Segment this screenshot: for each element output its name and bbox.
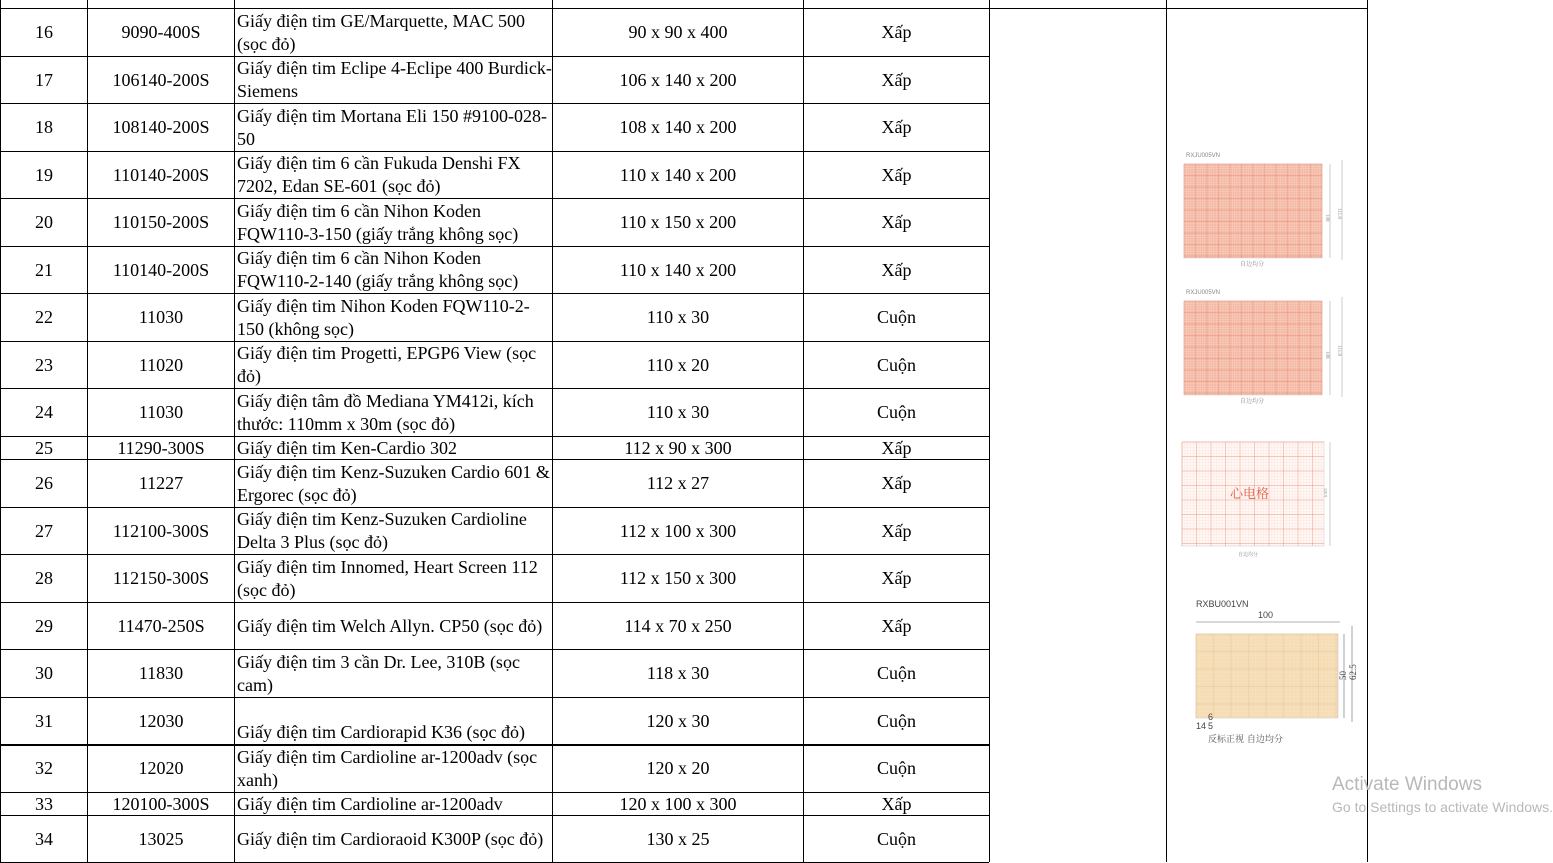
- sample-4-h2: 62.5: [1348, 664, 1358, 680]
- activate-windows-title: Activate Windows: [1332, 774, 1482, 795]
- product-size: 112 x 150 x 300: [619, 568, 737, 588]
- product-name-text: Giấy điện tim 6 cần Nihon Koden FQW110-3-150 (giấy trắng không sọc): [237, 200, 519, 244]
- product-name: [235, 389, 552, 436]
- sample-1-dim: 111.8: [1336, 208, 1341, 219]
- sample-4-code: RXBU001VN: [1196, 599, 1249, 609]
- product-code: 112150-300S: [112, 568, 210, 588]
- product-size: 110 x 30: [646, 402, 710, 422]
- product-name: [235, 555, 552, 602]
- product-unit: Cuộn: [876, 307, 916, 327]
- product-name: [235, 294, 552, 341]
- sample-4-left-c: 6: [1208, 712, 1214, 722]
- product-name: [235, 816, 552, 862]
- product-size: 112 x 90 x 300: [624, 437, 732, 458]
- product-name: [235, 508, 552, 554]
- sample-4-width: 100: [1258, 610, 1274, 620]
- product-name-text: Giấy điện tim GE/Marquette, MAC 500 (sọc đỏ): [237, 10, 525, 54]
- product-name-text: Giấy điện tim Cardiorapid K36 (sọc đỏ): [237, 722, 525, 742]
- product-code: 11030: [138, 402, 184, 422]
- product-unit: Xấp: [881, 22, 912, 42]
- sample-4-left-a: 14: [1196, 721, 1207, 731]
- product-name-text: Giấy điện tim 3 cần Dr. Lee, 310B (sọc cam): [237, 651, 520, 695]
- row-number: 18: [35, 117, 53, 137]
- product-name-text: Giấy điện tim Mortana Eli 150 #9100-028-50: [237, 105, 547, 149]
- product-name: [235, 247, 552, 293]
- product-name-text: Giấy điện tim Welch Allyn. CP50 (sọc đỏ): [237, 615, 543, 636]
- sample-4-h1: 50: [1338, 671, 1348, 680]
- sample-4-left-b: 5: [1208, 721, 1214, 731]
- product-name-text: Giấy điện tim Innomed, Heart Screen 112 (sọc đỏ): [237, 556, 538, 600]
- product-name-text: Giấy điện tim Cardioline ar-1200adv (sọc xanh): [237, 746, 538, 790]
- product-name-text: Giấy điện tim Nihon Koden FQW110-2-150 (không sọc): [237, 295, 530, 339]
- product-unit: Xấp: [881, 473, 912, 493]
- product-name: [235, 745, 552, 792]
- product-code: 11290-300S: [117, 437, 205, 458]
- activate-windows-subtitle: Go to Settings to activate Windows.: [1332, 799, 1553, 815]
- product-unit: Xấp: [881, 117, 912, 137]
- product-name: [235, 199, 552, 246]
- row-number: 21: [35, 259, 53, 280]
- product-code: 12020: [138, 758, 184, 778]
- grid-vline: [1367, 0, 1368, 862]
- row-number: 22: [35, 307, 53, 327]
- product-code: 9090-400S: [121, 22, 201, 42]
- sample-4-caption: 反标正视 自边均分: [1208, 735, 1283, 745]
- product-size: 130 x 25: [646, 828, 710, 849]
- product-name: [235, 698, 552, 744]
- product-name-text: Giấy điện tim Kenz-Suzuken Cardioline Delta 3 Plus (sọc đỏ): [237, 509, 527, 552]
- sample-3-center-label: 心电格: [1230, 487, 1270, 502]
- row-number: 20: [35, 212, 53, 232]
- product-name: [235, 9, 552, 56]
- product-size: 112 x 27: [646, 473, 710, 493]
- product-unit: Cuộn: [876, 710, 916, 731]
- product-unit: Cuộn: [876, 663, 916, 683]
- product-size: 120 x 30: [646, 710, 710, 731]
- product-name-text: Giấy điện tim Ken-Cardio 302: [237, 437, 457, 458]
- product-code: 12030: [138, 710, 184, 731]
- row-number: 28: [35, 568, 53, 588]
- sample-2-gridlines: [1184, 301, 1322, 395]
- row-number: 16: [35, 22, 53, 42]
- grid-vline: [989, 0, 990, 862]
- product-name-text: Giấy điện tim Kenz-Suzuken Cardio 601 & Ergorec (sọc đỏ): [237, 461, 550, 505]
- product-size: 120 x 20: [646, 758, 710, 778]
- row-number: 24: [35, 402, 53, 422]
- product-size: 110 x 150 x 200: [619, 212, 737, 232]
- row-number: 33: [35, 793, 53, 814]
- product-size: 112 x 100 x 300: [619, 520, 737, 541]
- product-unit: Xấp: [881, 437, 912, 458]
- row-number: 23: [35, 354, 53, 375]
- product-unit: Xấp: [881, 164, 912, 185]
- product-code: 11227: [138, 473, 184, 493]
- product-code: 11470-250S: [117, 615, 205, 636]
- row-number: 17: [35, 69, 53, 90]
- product-name: [235, 152, 552, 198]
- product-size: 110 x 140 x 200: [619, 164, 737, 185]
- ecg-paper-sample-2: [1180, 285, 1350, 407]
- product-size: 110 x 30: [646, 307, 710, 327]
- ecg-paper-sample-4: [1190, 596, 1360, 748]
- product-name-text: Giấy điện tim Eclipe 4-Eclipe 400 Burdick-Siemens: [237, 58, 552, 101]
- product-unit: Xấp: [881, 568, 912, 588]
- row-number: 31: [35, 710, 53, 731]
- product-size: 108 x 140 x 200: [619, 117, 737, 137]
- ecg-paper-sample-1: [1180, 148, 1350, 268]
- product-size: 114 x 70 x 250: [624, 615, 732, 636]
- product-unit: Xấp: [881, 520, 912, 541]
- product-name: [235, 793, 552, 815]
- sample-3-caption: 自边均分: [1238, 553, 1259, 558]
- row-number: 19: [35, 164, 53, 185]
- product-code: 106140-200S: [112, 69, 210, 90]
- product-unit: Xấp: [881, 793, 912, 814]
- product-name: [235, 57, 552, 103]
- sample-1-caption: 自边均分: [1240, 262, 1265, 268]
- product-name-text: Giấy điện tim Cardioraoid K300P (sọc đỏ): [237, 828, 544, 849]
- product-size: 110 x 20: [646, 354, 710, 375]
- sample-3-dim: 120.9: [1323, 488, 1328, 497]
- sample-2-code: RXJU005VN: [1186, 290, 1221, 296]
- product-unit: Cuộn: [876, 402, 916, 422]
- product-unit: Xấp: [881, 212, 912, 232]
- product-code: 11030: [138, 307, 184, 327]
- product-code: 108140-200S: [112, 117, 210, 137]
- product-code: 11020: [138, 354, 184, 375]
- product-name-text: Giấy điện tâm đồ Mediana YM412i, kích thước: 110mm x 30m (sọc đỏ): [237, 390, 534, 434]
- ecg-paper-sample-3: [1178, 438, 1350, 562]
- row-number: 25: [35, 437, 53, 458]
- product-code: 110150-200S: [112, 212, 210, 232]
- product-code: 110140-200S: [112, 259, 210, 280]
- row-number: 26: [35, 473, 53, 493]
- product-size: 90 x 90 x 400: [628, 22, 728, 42]
- row-number: 32: [35, 758, 53, 778]
- product-name-text: Giấy điện tim 6 cần Fukuda Denshi FX 7202, Edan SE-601 (sọc đỏ): [237, 153, 521, 196]
- row-number: 27: [35, 520, 53, 541]
- product-size: 118 x 30: [646, 663, 710, 683]
- grid-vline: [1166, 0, 1167, 862]
- sample-2-dim: 111.8: [1336, 345, 1341, 356]
- sample-2-dim2: 108: [1324, 351, 1329, 359]
- sample-1-code: RXJU005VN: [1186, 153, 1221, 159]
- product-unit: Xấp: [881, 259, 912, 280]
- product-name-text: Giấy điện tim 6 cần Nihon Koden FQW110-2-140 (giấy trắng không sọc): [237, 248, 519, 291]
- product-unit: Cuộn: [876, 828, 916, 849]
- product-code: 13025: [138, 828, 184, 849]
- row-number: 30: [35, 663, 53, 683]
- product-unit: Xấp: [881, 615, 912, 636]
- product-code: 11830: [138, 663, 184, 683]
- product-size: 120 x 100 x 300: [619, 793, 737, 814]
- product-unit: Cuộn: [876, 758, 916, 778]
- product-name: [235, 437, 552, 459]
- product-name: [235, 650, 552, 697]
- row-number: 29: [35, 615, 53, 636]
- product-unit: Xấp: [881, 69, 912, 90]
- product-name: [235, 603, 552, 649]
- sample-1-dim2: 108: [1324, 214, 1329, 222]
- product-name: [235, 460, 552, 507]
- product-code: 120100-300S: [112, 793, 210, 814]
- sample-2-caption: 自边均分: [1240, 399, 1265, 405]
- product-size: 106 x 140 x 200: [619, 69, 737, 90]
- row-number: 34: [35, 828, 53, 849]
- product-unit: Cuộn: [876, 354, 916, 375]
- product-name-text: Giấy điện tim Progetti, EPGP6 View (sọc đỏ): [237, 343, 537, 386]
- product-name-text: Giấy điện tim Cardioline ar-1200adv: [237, 793, 503, 814]
- product-code: 112100-300S: [112, 520, 210, 541]
- product-name: [235, 342, 552, 388]
- product-code: 110140-200S: [112, 164, 210, 185]
- product-name: [235, 104, 552, 151]
- product-size: 110 x 140 x 200: [619, 259, 737, 280]
- sample-1-gridlines: [1184, 164, 1322, 258]
